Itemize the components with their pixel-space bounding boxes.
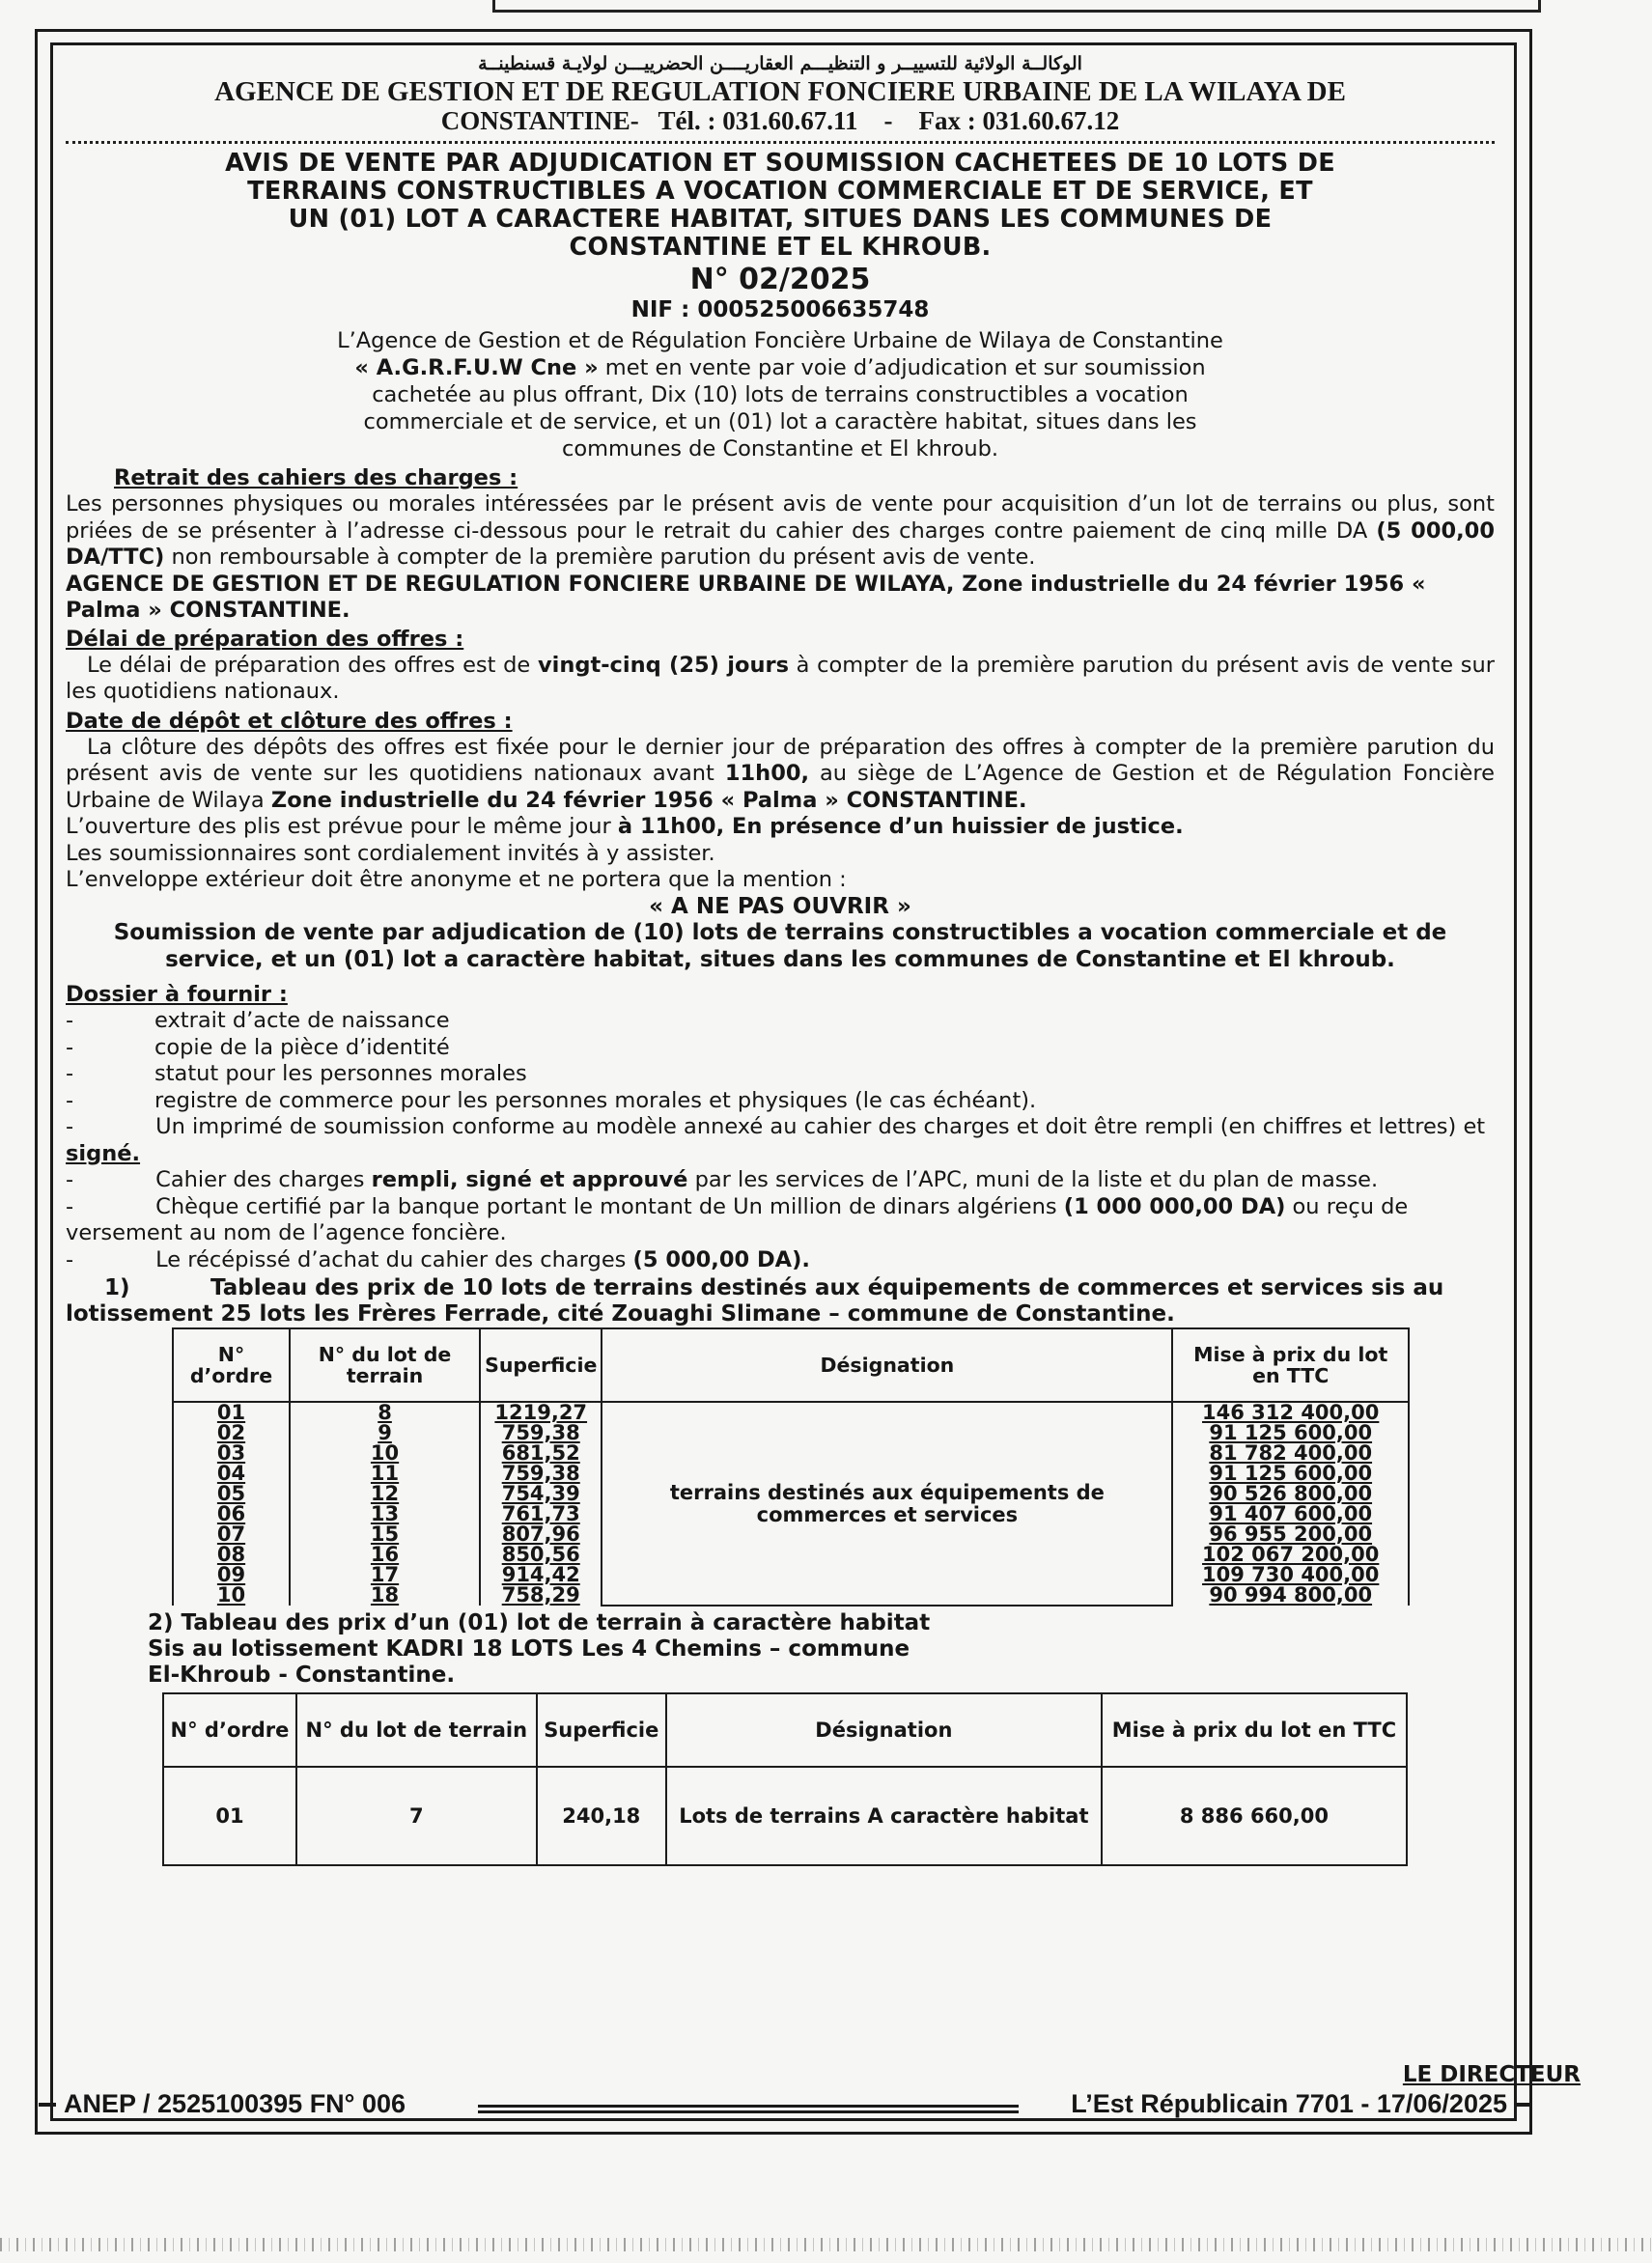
delai-duration: vingt-cinq (25) jours xyxy=(537,652,789,678)
delai-text xyxy=(66,653,1495,706)
cell-lot: 10 xyxy=(290,1443,480,1464)
dossier-item-text: copie de la pièce d’identité xyxy=(154,1034,450,1060)
cell-prix: 109 730 400,00 xyxy=(1172,1565,1409,1585)
phone-number: Tél. : 031.60.67.11 xyxy=(658,106,858,135)
avis-title-line-3: UN (01) LOT A CARACTERE HABITAT, SITUES DANS LES COMMUNES DE xyxy=(288,205,1273,234)
cell-lot: 7 xyxy=(296,1767,537,1865)
cahier-text-1: Cahier des charges xyxy=(155,1167,372,1192)
cell-ordre: 10 xyxy=(173,1585,290,1606)
list-dash: - xyxy=(66,1034,74,1060)
list-dash: - xyxy=(66,1246,74,1272)
scan-noise xyxy=(0,2238,1652,2251)
depot-title: Date de dépôt et clôture des offres : xyxy=(66,708,513,734)
agency-acronym: « A.G.R.F.U.W Cne » xyxy=(354,355,599,380)
column-header: N° du lot de terrain xyxy=(296,1693,537,1767)
retrait-title: Retrait des cahiers des charges : xyxy=(114,465,518,490)
cell-superficie: 759,38 xyxy=(480,1464,602,1484)
intro-line-5: communes de Constantine et El khroub. xyxy=(561,436,999,461)
table-row xyxy=(163,1767,1407,1865)
nif-number: NIF : 000525006635748 xyxy=(630,297,930,322)
cell-lot: 12 xyxy=(290,1484,480,1504)
signature-director: LE DIRECTEUR xyxy=(1402,2062,1581,2087)
agency-name-continued: CONSTANTINE- xyxy=(440,106,639,135)
table1-title xyxy=(66,1275,1495,1327)
cell-prix: 91 125 600,00 xyxy=(1172,1464,1409,1484)
cell-ordre: 06 xyxy=(173,1504,290,1524)
cell-ordre: 01 xyxy=(173,1402,290,1423)
retrait-text-2: non remboursable à compter de la première parution du présent avis de vente. xyxy=(164,545,1036,570)
column-header: Désignation xyxy=(666,1693,1102,1767)
cell-superficie: 240,18 xyxy=(537,1767,666,1865)
cheque-text-1: Chèque certifié par la banque portant le montant de Un million de dinars algériens xyxy=(155,1193,1064,1219)
cheque-amount: (1 000 000,00 DA) xyxy=(1063,1193,1286,1219)
table1-title-text: Tableau des prix de 10 lots de terrains destinés aux équipements de commerces et services sis au lotissement 25 lots les Frères Ferrade, cité Zouaghi Slimane – commune de Constantine. xyxy=(66,1275,1444,1327)
cell-prix: 81 782 400,00 xyxy=(1172,1443,1409,1464)
cheque-text-2: ou reçu de versement au nom de l’agence foncière. xyxy=(66,1193,1409,1245)
avis-title-line-4: CONSTANTINE ET EL KHROUB. xyxy=(569,233,992,262)
ouverture-text-1: L’ouverture des plis est prévue pour le même jour xyxy=(66,814,618,839)
cell-superficie: 681,52 xyxy=(480,1443,602,1464)
invite-text: Les soumissionnaires sont cordialement invités à y assister. xyxy=(66,840,715,866)
cell-ordre: 04 xyxy=(173,1464,290,1484)
column-header: Superficie xyxy=(480,1328,602,1402)
cell-prix: 96 955 200,00 xyxy=(1172,1524,1409,1545)
cahier-text-2: par les services de l’APC, muni de la liste et du plan de masse. xyxy=(687,1167,1379,1192)
list-dash: - xyxy=(66,1114,74,1139)
journal-reference: L’Est Républicain 7701 - 17/06/2025 xyxy=(1071,2089,1507,2118)
table-row xyxy=(173,1402,1409,1423)
top-border-fragment xyxy=(492,0,1541,13)
cell-ordre: 08 xyxy=(173,1545,290,1565)
dossier-item xyxy=(66,1088,1495,1115)
list-dash: - xyxy=(66,1167,74,1192)
mention-text: « A NE PAS OUVRIR » xyxy=(649,893,911,919)
arabic-agency-name: الوكالــة الولائية للتسييــر و التنظيـــم العقاريــــن الحضرييـــن لولايـة قسنطينــة xyxy=(478,53,1082,74)
intro-line-1: L’Agence de Gestion et de Régulation Foncière Urbaine de Wilaya de Constantine xyxy=(337,328,1223,353)
recepisse-amount: (5 000,00 DA). xyxy=(632,1246,810,1272)
list-dash: - xyxy=(66,1061,74,1086)
delai-text-1: Le délai de préparation des offres est de xyxy=(87,652,538,678)
delai-text-2: à compter de la première parution du présent avis de vente sur les quotidiens nationaux. xyxy=(66,652,1495,704)
depot-time: 11h00, xyxy=(724,761,810,786)
column-header: N° du lot de terrain xyxy=(290,1328,480,1402)
cell-superficie: 758,29 xyxy=(480,1585,602,1606)
cell-lot: 13 xyxy=(290,1504,480,1524)
ouverture-bold: à 11h00, En présence d’un huissier de justice. xyxy=(617,814,1184,839)
cell-lot: 17 xyxy=(290,1565,480,1585)
cell-lot: 18 xyxy=(290,1585,480,1606)
footer xyxy=(39,2083,1530,2122)
cell-ordre: 07 xyxy=(173,1524,290,1545)
dossier-item xyxy=(66,1061,1495,1088)
cell-superficie: 759,38 xyxy=(480,1423,602,1443)
cell-prix: 8 886 660,00 xyxy=(1102,1767,1407,1865)
imprime-text: Un imprimé de soumission conforme au modèle annexé au cahier des charges et doit être rempli (en chiffres et lettres) et xyxy=(155,1114,1486,1139)
avis-title-line-2: TERRAINS CONSTRUCTIBLES A VOCATION COMMERCIALE ET DE SERVICE, ET xyxy=(247,177,1313,206)
dotted-divider xyxy=(66,141,1495,144)
cell-ordre: 02 xyxy=(173,1423,290,1443)
intro-line-2-text: met en vente par voie d’adjudication et sur soumission xyxy=(598,355,1206,380)
table2-title-line-1: 2) Tableau des prix d’un (01) lot de terrain à caractère habitat xyxy=(148,1610,931,1635)
list-dash: - xyxy=(66,1008,74,1033)
intro-paragraph xyxy=(66,327,1495,462)
column-header: N° d’ordre xyxy=(163,1693,296,1767)
cell-lot: 16 xyxy=(290,1545,480,1565)
dossier-list xyxy=(66,1008,1495,1114)
soumission-text: Soumission de vente par adjudication de (10) lots de terrains constructibles a vocation commerciale et de service, et un (01) lot a caractère habitat, situes dans les communes de Constantine et El khroub. xyxy=(113,920,1447,972)
table2-title-line-2: Sis au lotissement KADRI 18 LOTS Les 4 Chemins – commune xyxy=(148,1636,910,1662)
cell-prix: 90 994 800,00 xyxy=(1172,1585,1409,1606)
intro-line-2 xyxy=(66,354,1495,381)
footer-double-rule xyxy=(478,2105,1019,2113)
footer-right xyxy=(1028,2089,1530,2119)
column-header: N° d’ordre xyxy=(173,1328,290,1402)
retrait-amount: (5 000,00 DA/TTC) xyxy=(66,517,1495,570)
agency-name: AGENCE DE GESTION ET DE REGULATION FONCIERE URBAINE DE LA WILAYA DE xyxy=(214,76,1346,107)
cell-lot: 11 xyxy=(290,1464,480,1484)
dossier-recepisse xyxy=(66,1247,1495,1274)
list-dash: - xyxy=(66,1087,74,1113)
cell-lot: 15 xyxy=(290,1524,480,1545)
cell-superficie: 807,96 xyxy=(480,1524,602,1545)
cahier-bold: rempli, signé et approuvé xyxy=(371,1167,688,1192)
cell-lot: 8 xyxy=(290,1402,480,1423)
dossier-item-text: statut pour les personnes morales xyxy=(154,1061,527,1086)
cell-superficie: 1219,27 xyxy=(480,1402,602,1423)
dossier-item xyxy=(66,1008,1495,1035)
retrait-text xyxy=(66,491,1495,572)
contact-line xyxy=(66,106,1495,135)
dossier-item xyxy=(66,1035,1495,1062)
cell-designation: terrains destinés aux équipements de commerces et services xyxy=(602,1402,1172,1606)
separator: - xyxy=(883,106,893,135)
cell-superficie: 754,39 xyxy=(480,1484,602,1504)
depot-text-1: La clôture des dépôts des offres est fixée pour le dernier jour de préparation des offres à compter de la première parution du présent avis de vente sur les quotidiens nationaux avant xyxy=(66,734,1495,786)
retrait-address: AGENCE DE GESTION ET DE REGULATION FONCIERE URBAINE DE WILAYA, Zone industrielle du 24 février 1956 « Palma » CONSTANTINE. xyxy=(66,571,1426,623)
dossier-imprime xyxy=(66,1114,1495,1167)
dossier-cahier xyxy=(66,1167,1495,1194)
depot-text-2: au siège de L’Agence de Gestion et de Régulation Foncière Urbaine de Wilaya xyxy=(66,761,1495,813)
delai-title: Délai de préparation des offres : xyxy=(66,626,464,652)
cell-lot: 9 xyxy=(290,1423,480,1443)
depot-text xyxy=(66,735,1495,815)
announcement-body xyxy=(66,52,1495,1866)
intro-line-4: commerciale et de service, et un (01) lot a caractère habitat, situes dans les xyxy=(363,409,1197,434)
cell-prix: 91 407 600,00 xyxy=(1172,1504,1409,1524)
table2-title-line-3: El-Khroub - Constantine. xyxy=(148,1662,456,1688)
imprime-signe: signé. xyxy=(66,1140,141,1166)
dossier-item-text: registre de commerce pour les personnes morales et physiques (le cas échéant). xyxy=(154,1087,1037,1113)
depot-place: Zone industrielle du 24 février 1956 « Palma » CONSTANTINE. xyxy=(270,787,1027,813)
dossier-item-text: extrait d’acte de naissance xyxy=(154,1008,450,1033)
cell-prix: 146 312 400,00 xyxy=(1172,1402,1409,1423)
cell-prix: 91 125 600,00 xyxy=(1172,1423,1409,1443)
avis-title-line-1: AVIS DE VENTE PAR ADJUDICATION ET SOUMISSION CACHETEES DE 10 LOTS DE xyxy=(225,149,1335,178)
retrait-text-1: Les personnes physiques ou morales intéressées par le présent avis de vente pour acquisition d’un lot de terrains ou plus, sont priées de se présenter à l’adresse ci-dessous pour le retrait du cahier des charges contre paiement de cinq mille DA xyxy=(66,491,1495,544)
cell-ordre: 09 xyxy=(173,1565,290,1585)
cell-ordre: 05 xyxy=(173,1484,290,1504)
column-header: Mise à prix du lot en TTC xyxy=(1102,1693,1407,1767)
fax-number: Fax : 031.60.67.12 xyxy=(918,106,1120,135)
cell-superficie: 761,73 xyxy=(480,1504,602,1524)
cell-designation: Lots de terrains A caractère habitat xyxy=(666,1767,1102,1865)
table2-header-row xyxy=(163,1693,1407,1767)
column-header: Mise à prix du lot en TTC xyxy=(1172,1328,1409,1402)
list-dash: - xyxy=(66,1193,74,1219)
table1-number: 1) xyxy=(104,1275,130,1300)
anep-reference: ANEP / 2525100395 FN° 006 xyxy=(64,2089,406,2118)
footer-rule-left xyxy=(39,2103,56,2107)
dossier-cheque xyxy=(66,1194,1495,1247)
cell-ordre: 03 xyxy=(173,1443,290,1464)
intro-line-3: cachetée au plus offrant, Dix (10) lots de terrains constructibles a vocation xyxy=(372,382,1189,407)
table1-header-row xyxy=(173,1328,1409,1402)
column-header: Superficie xyxy=(537,1693,666,1767)
footer-left xyxy=(39,2089,502,2119)
cell-superficie: 914,42 xyxy=(480,1565,602,1585)
recepisse-text: Le récépissé d’achat du cahier des charges xyxy=(155,1246,633,1272)
enveloppe-text: L’enveloppe extérieur doit être anonyme et ne portera que la mention : xyxy=(66,867,847,892)
cell-prix: 102 067 200,00 xyxy=(1172,1545,1409,1565)
avis-number: N° 02/2025 xyxy=(689,263,871,296)
footer-rule-right xyxy=(1515,2103,1530,2107)
table-lots-commerces xyxy=(172,1327,1410,1606)
cell-prix: 90 526 800,00 xyxy=(1172,1484,1409,1504)
cell-ordre: 01 xyxy=(163,1767,296,1865)
ouverture-text xyxy=(66,814,1495,841)
cell-superficie: 850,56 xyxy=(480,1545,602,1565)
table-lot-habitat xyxy=(162,1692,1408,1866)
dossier-title: Dossier à fournir : xyxy=(66,982,288,1007)
column-header: Désignation xyxy=(602,1328,1172,1402)
